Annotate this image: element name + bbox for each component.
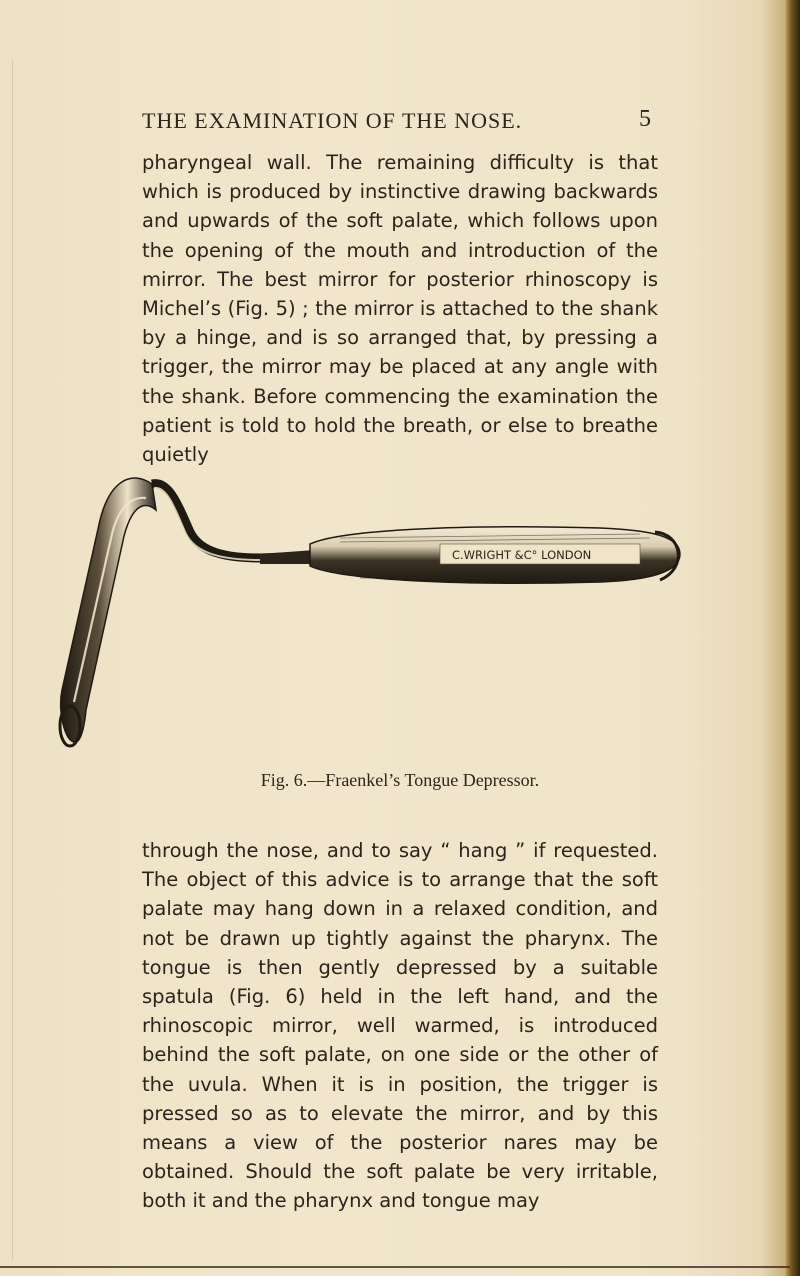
book-edge [786, 0, 800, 1276]
tongue-depressor-illustration [40, 440, 690, 750]
page-gutter-line [12, 60, 13, 1260]
engraving-inscription: C.WRIGHT &C° LONDON [452, 548, 592, 562]
page-bottom-rule [0, 1266, 790, 1268]
running-title: THE EXAMINATION OF THE NOSE. [142, 108, 523, 133]
figure-caption: Fig. 6.—Fraenkel’s Tongue Depressor. [260, 770, 540, 790]
handle-shank [61, 478, 156, 742]
running-header [142, 108, 658, 138]
body-paragraph-2: through the nose, and to say “ hang ” if requested. The object of this advice is to arrange that the soft palate may hang down in a relaxed condition, and not be drawn up tightly against the pharynx. The tongue is then gently depressed by a suitable spatula (Fig. 6) held in the left hand, and the rhinoscopic mirror, well warmed, is introduced behind the soft palate, on one side or the other of the uvula. When it is in position, the trigger is pressed so as to elevate the mirror, and by this means a view of the posterior nares may be obtained. Should the soft palate be very irritable, both it and the pharynx and tongue may [142, 839, 658, 1213]
body-paragraph-1: pharyngeal wall. The remaining difficulty is that which is produced by instinctive drawing backwards and upwards of the soft palate, which follows upon the opening of the mouth and introduction of the mirror. The best mirror for posterior rhinoscopy is Michel’s (Fig. 5) ; the mirror is attached to the shank by a hinge, and is so arranged that, by pressing a trigger, the mirror may be placed at any angle with the shank. Before commencing the examination the patient is told to hold the breath, or else to breathe quietly [142, 151, 658, 467]
depressor-bend [152, 484, 310, 558]
page-number: 5 [639, 106, 652, 132]
